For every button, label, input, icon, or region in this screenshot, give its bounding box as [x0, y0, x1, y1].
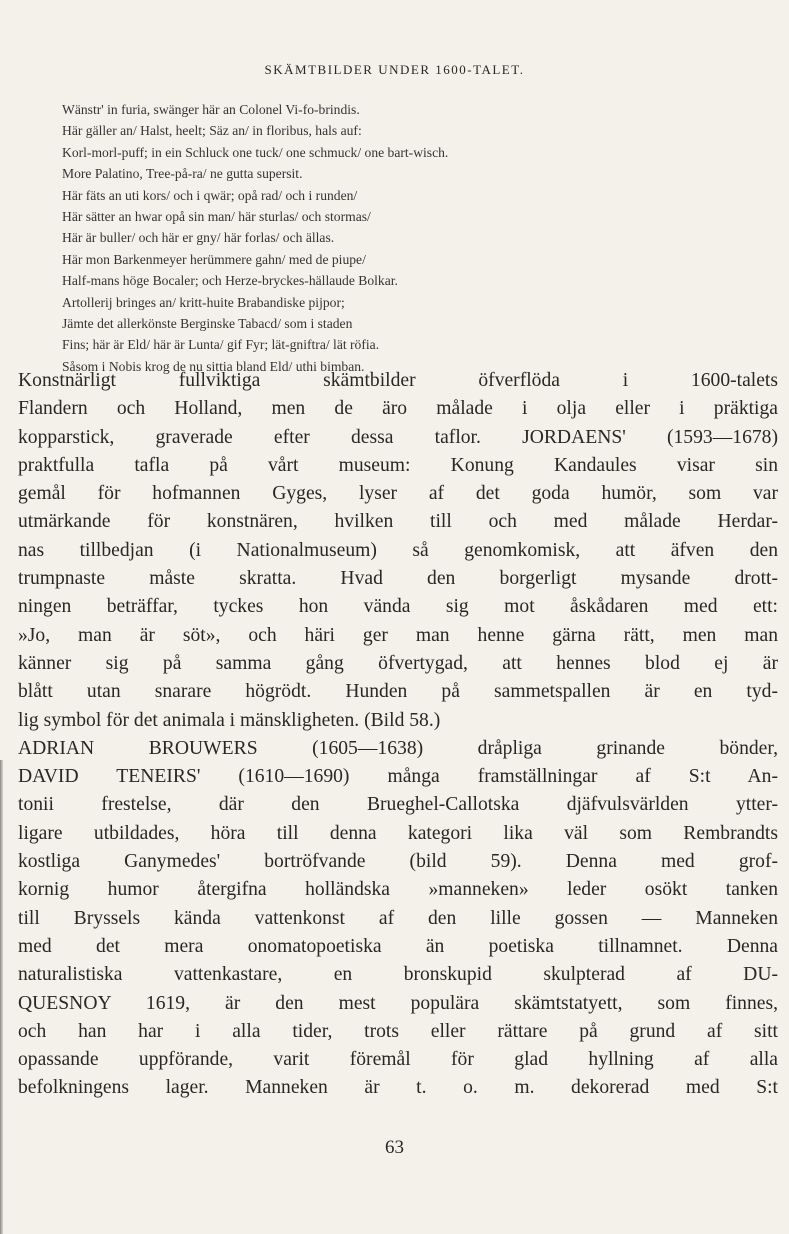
text-line: DAVID TENEIRS' (1610—1690) många framställningar af S:t An-: [18, 766, 778, 788]
text-line: nas tillbedjan (i Nationalmuseum) så genomkomisk, att äfven den: [18, 539, 778, 561]
verse-line: Half-mans höge Bocaler; och Herze-bryckes-hällaude Bolkar.: [62, 273, 398, 289]
page-number: 63: [385, 1137, 404, 1158]
text-line: och han har i alla tider, trots eller rättare på grund af sitt: [18, 1020, 778, 1042]
text-line: känner sig på samma gång öfvertygad, att hennes blod ej är: [18, 652, 778, 674]
verse-line: Här sätter an hwar opå sin man/ här sturlas/ och stormas/: [62, 209, 371, 225]
text-line: opassande uppförande, varit föremål för glad hyllning af alla: [18, 1049, 778, 1071]
verse-line: Jämte det allerkönste Berginske Tabacd/ som i staden: [62, 316, 353, 332]
text-line: lig symbol för det animala i mänskligheten. (Bild 58.): [18, 709, 441, 731]
text-line: ligare utbildades, höra till denna kategori lika väl som Rembrandts: [18, 822, 778, 844]
text-line: praktfulla tafla på vårt museum: Konung Kandaules visar sin: [18, 454, 778, 476]
text-line: Konstnärligt fullviktiga skämtbilder öfverflöda i 1600-talets: [18, 370, 778, 391]
verse-line: Här fäts an uti kors/ och i qwär; opå rad/ och i runden/: [62, 187, 358, 203]
body-text: [18, 367, 778, 1103]
running-head: SKÄMTBILDER UNDER 1600-TALET.: [264, 62, 525, 77]
text-line: kostliga Ganymedes' bortröfvande (bild 59). Denna med grof-: [18, 851, 778, 873]
text-line: ningen beträffar, tyckes hon vända sig mot åskådaren med ett:: [18, 596, 778, 618]
text-line: »Jo, man är söt», och häri ger man henne gärna rätt, men man: [18, 624, 778, 646]
text-line: naturalistiska vattenkastare, en bronskupid skulpterad af DU-: [18, 964, 778, 986]
text-line: tonii frestelse, där den Brueghel-Callotska djäfvulsvärlden ytter-: [18, 794, 778, 816]
verse-line: Fins; här är Eld/ här är Lunta/ gif Fyr; lät-gniftra/ lät röfia.: [62, 337, 380, 353]
verse-line: Artollerij bringes an/ kritt-huite Brabandiske pijpor;: [62, 294, 345, 310]
page-edge-shadow: [0, 760, 3, 1234]
text-line: blått utan snarare högrödt. Hunden på sammetspallen är en tyd-: [18, 681, 778, 703]
text-line: trumpnaste måste skratta. Hvad den borgerligt mysande drott-: [18, 568, 778, 590]
verse-line: Här är buller/ och här er gny/ här forlas/ och ällas.: [62, 230, 335, 246]
verse-line: Här mon Barkenmeyer herümmere gahn/ med de piupe/: [62, 251, 366, 267]
verse-block: [62, 99, 762, 377]
text-line: till Bryssels kända vattenkonst af den lille gossen — Manneken: [18, 907, 778, 929]
text-line: Flandern och Holland, men de äro målade i olja eller i präktiga: [18, 398, 778, 420]
verse-line: Wänstr' in furia, swänger här an Colonel Vi-fo-brindis.: [62, 102, 360, 117]
text-line: QUESNOY 1619, är den mest populära skämtstatyett, som finnes,: [18, 992, 778, 1014]
text-line: kopparstick, graverade efter dessa taflor. JORDAENS' (1593—1678): [18, 426, 778, 448]
text-line: utmärkande för konstnären, hvilken till och med målade Herdar-: [18, 511, 778, 533]
text-line: ADRIAN BROUWERS (1605—1638) dråpliga grinande bönder,: [18, 737, 778, 759]
text-line: befolkningens lager. Manneken är t. o. m. dekorerad med S:t: [18, 1077, 778, 1099]
verse-line: More Palatino, Tree-på-ra/ ne gutta supersit.: [62, 166, 303, 182]
text-line: gemål för hofmannen Gyges, lyser af det goda humör, som var: [18, 483, 778, 505]
verse-line: Här gäller an/ Halst, heelt; Säz an/ in floribus, hals auf:: [62, 123, 362, 139]
text-line: kornig humor återgifna holländska »manneken» leder osökt tanken: [18, 879, 778, 901]
text-line: med det mera onomatopoetiska än poetiska tillnamnet. Denna: [18, 935, 778, 957]
verse-line: Korl-morl-puff; in ein Schluck one tuck/ one schmuck/ one bart-wisch.: [62, 144, 449, 160]
verse-line: Såsom i Nobis krog de nu sittia bland Eld/ uthi bimban.: [62, 358, 365, 374]
